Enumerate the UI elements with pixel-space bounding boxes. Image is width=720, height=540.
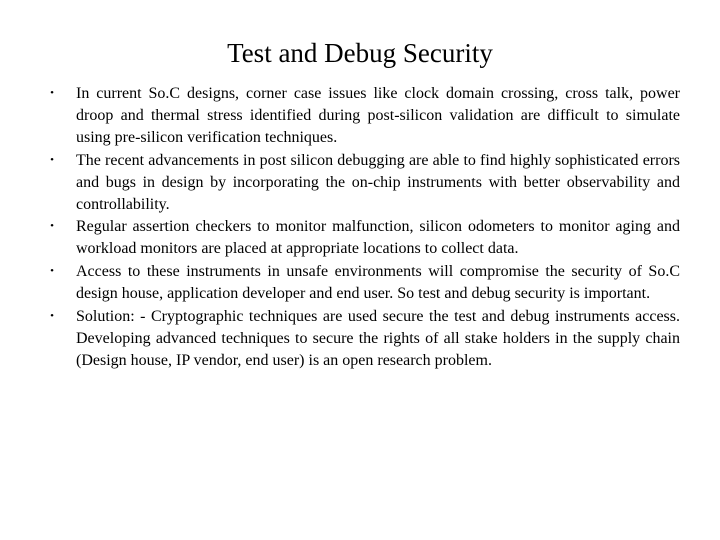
bullet-icon: • (50, 220, 54, 233)
bullet-text: Access to these instruments in unsafe environments will compromise the security of So.C design house, application developer and end user. So test and debug security is important. (76, 263, 680, 303)
bullet-item (44, 150, 680, 216)
bullet-icon: • (50, 87, 54, 99)
bullet-icon: • (50, 265, 54, 278)
bullet-list (44, 83, 680, 373)
bullet-text: In current So.C designs, corner case issues like clock domain crossing, cross talk, power droop and thermal stress identified during post-silicon validation are difficult to simulate using pre-silicon verification techniques. (76, 85, 680, 146)
bullet-item (44, 261, 680, 305)
bullet-icon: • (50, 310, 54, 323)
bullet-item (44, 83, 680, 149)
bullet-item (44, 216, 680, 260)
bullet-text: Regular assertion checkers to monitor malfunction, silicon odometers to monitor aging and workload monitors are placed at appropriate locations to collect data. (76, 218, 680, 258)
slide-title: Test and Debug Security (227, 38, 493, 68)
bullet-text: The recent advancements in post silicon debugging are able to find highly sophisticated errors and bugs in design by incorporating the on-chip instruments with better observability and controllability. (76, 151, 680, 213)
bullet-text: Solution: - Cryptographic techniques are used secure the test and debug instruments access. Developing advanced techniques to secure the rights of all stake holders in the supply chain (Design house, IP vendor, end user) is an open research problem. (76, 308, 680, 369)
bullet-icon: • (50, 153, 54, 166)
bullet-item (44, 306, 680, 372)
